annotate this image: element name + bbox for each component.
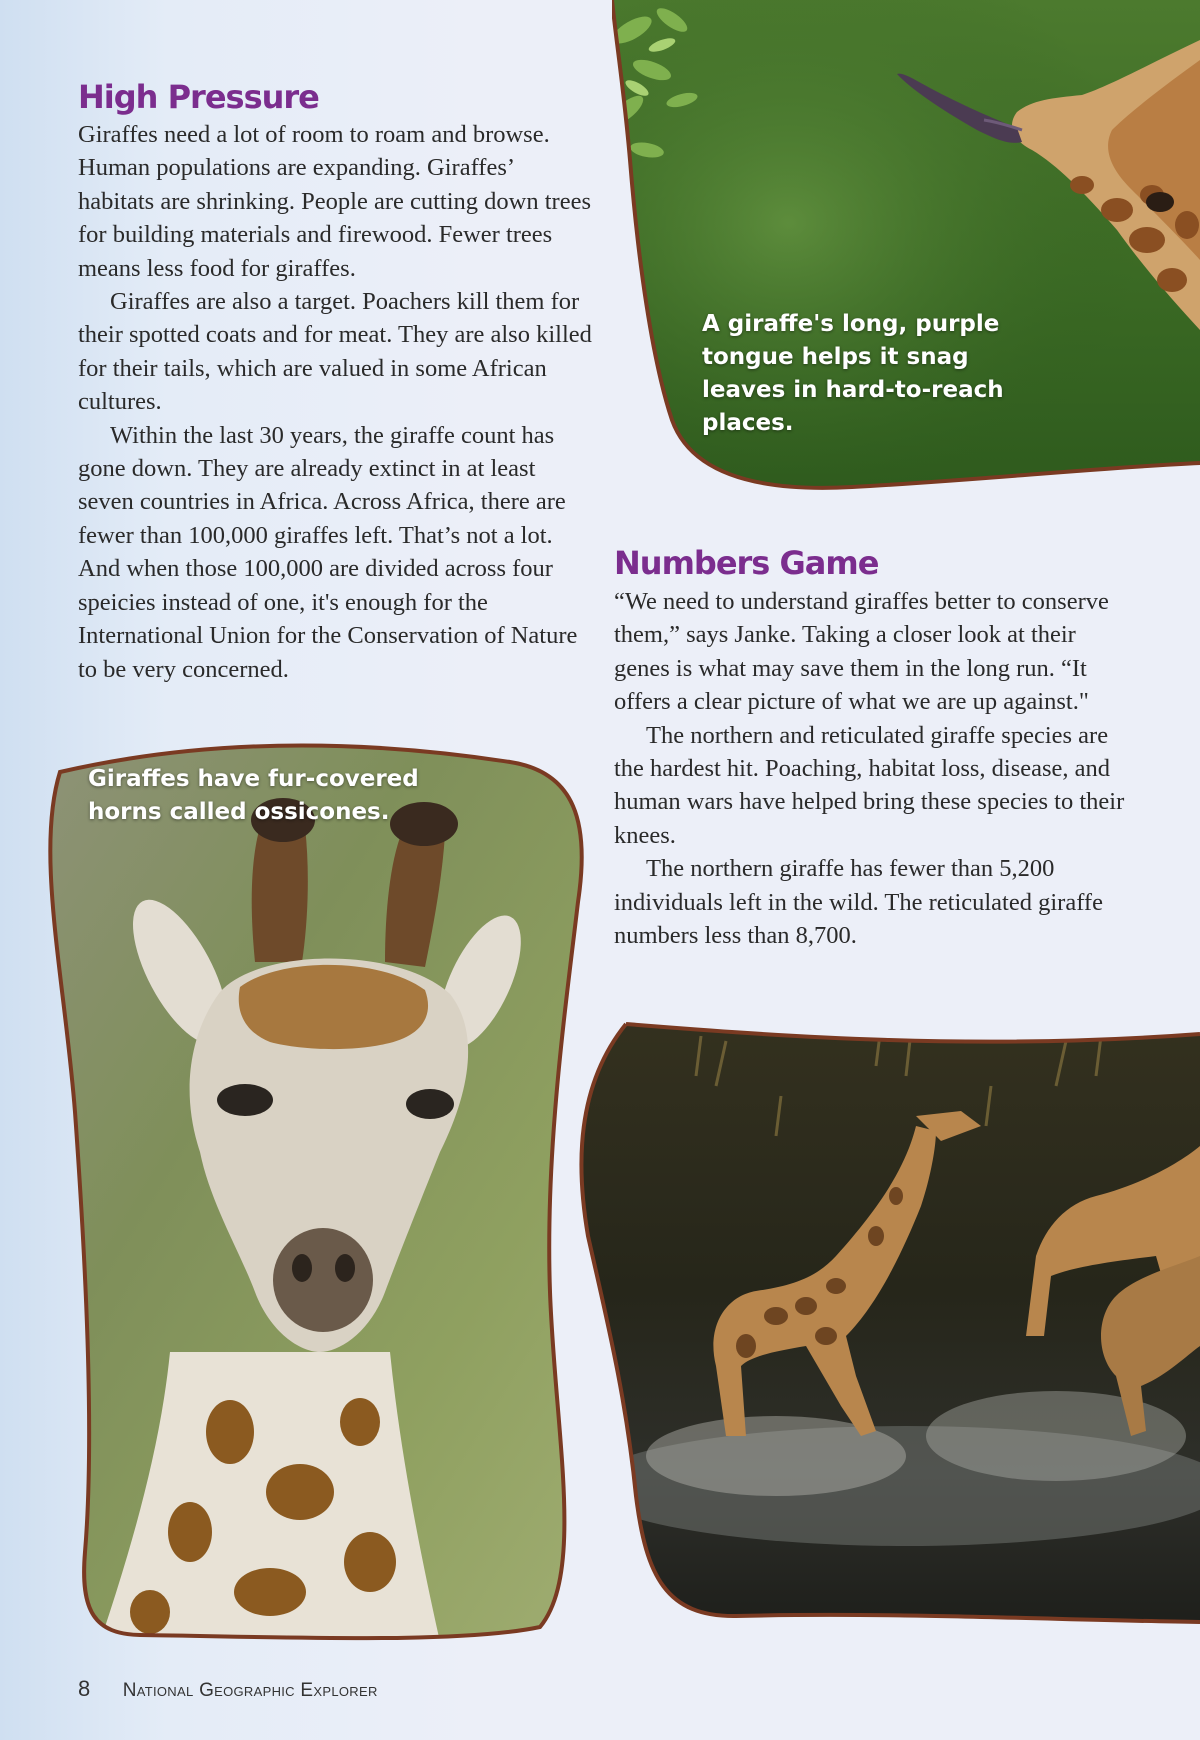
paragraph: Giraffes are also a target. Poachers kill them for their spotted coats and for meat. They are also killed for their tails, which are valued in some African cultures. bbox=[78, 288, 592, 416]
paragraph: The northern and reticulated giraffe species are the hardest hit. Poaching, habitat loss, disease, and human wars have helped bring these species to their knees. bbox=[614, 721, 1125, 849]
paragraph: Within the last 30 years, the giraffe count has gone down. They are already extinct in at least seven countries in Africa. Across Africa, there are fewer than 100,000 giraffes left. That’s not a lot. And when those 100,000 are divided across four speicies instead of one, it's enough for the International Union for the Conservation of Nature to be very concerned. bbox=[78, 421, 578, 683]
section-heading-numbers-game: Numbers Game bbox=[614, 544, 879, 582]
high-pressure-body bbox=[78, 118, 594, 686]
page-footer bbox=[78, 1676, 378, 1702]
section-heading-high-pressure: High Pressure bbox=[78, 78, 319, 116]
paragraph: The northern giraffe has fewer than 5,200 individuals left in the wild. The reticulated giraffe numbers less than 8,700. bbox=[614, 855, 1103, 950]
caption-tongue: A giraffe's long, purple tongue helps it snag leaves in hard-to-reach places. bbox=[702, 311, 1004, 436]
paragraph: “We need to understand giraffes better to conserve them,” says Janke. Taking a closer look at their genes is what may save them in the long run. “It offers a clear picture of what we are up against." bbox=[614, 588, 1109, 716]
numbers-game-body bbox=[614, 585, 1130, 952]
caption-ossicones: Giraffes have fur-covered horns called ossicones. bbox=[88, 766, 419, 825]
running-giraffes-photo bbox=[576, 1016, 1200, 1626]
paragraph: Giraffes need a lot of room to roam and browse. Human populations are expanding. Giraffes’ habitats are shrinking. People are cutting down trees for building materials and firewood. Fewer trees means less food for giraffes. bbox=[78, 121, 591, 282]
page-number: 8 bbox=[78, 1676, 91, 1701]
giraffe-ossicones-photo bbox=[40, 732, 600, 1642]
magazine-title: National Geographic Explorer bbox=[122, 1680, 378, 1701]
